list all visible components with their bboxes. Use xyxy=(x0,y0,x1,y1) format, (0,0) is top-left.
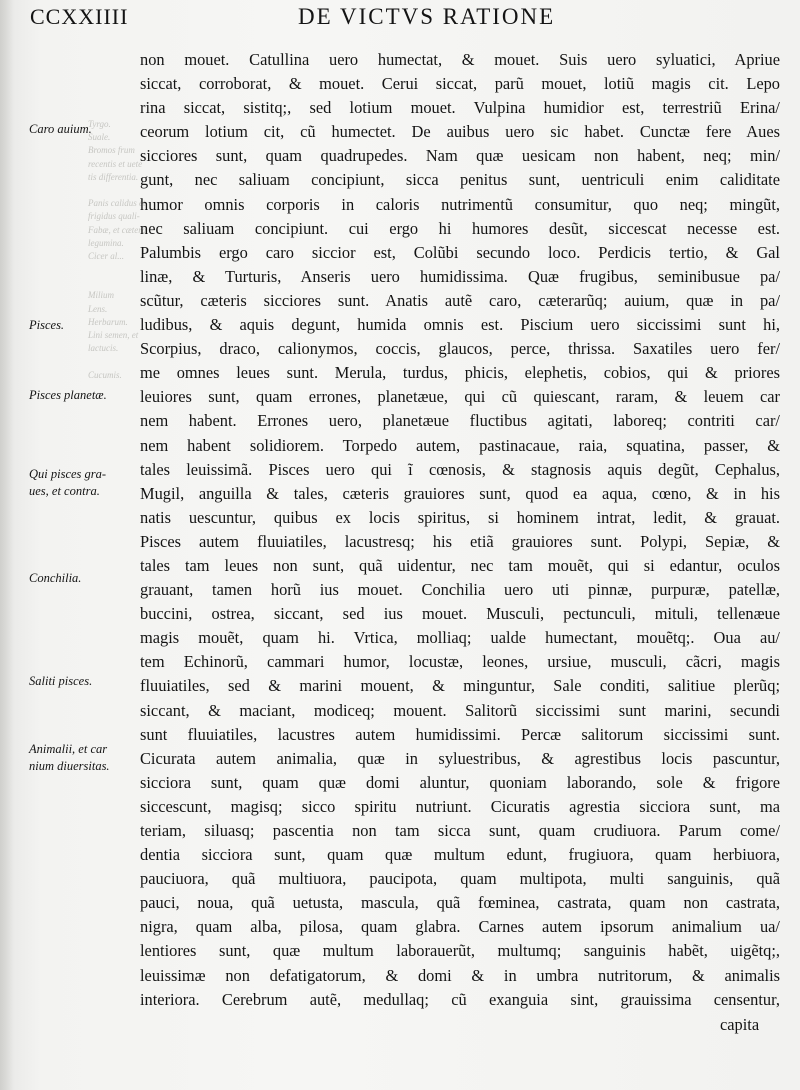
catchword: capita xyxy=(720,1015,760,1034)
running-title: DE VICTVS RATIONE xyxy=(298,4,556,29)
text-line: sicciora sunt, quam quæ domi aluntur, quoniam laborando, sole & frigore xyxy=(140,772,780,792)
marginal-note-pisces-planetae: Pisces planetæ. xyxy=(29,388,107,402)
text-line: pauciuora, quã multiuora, paucipota, quam multipota, multi sanguinis, quã xyxy=(140,869,780,889)
text-line: tales leuissimã. Pisces uero qui ĩ cœnosis, & stagnosis aquis degũt, Cephalus, xyxy=(140,459,780,479)
text-line: tales tam leues non sunt, quã uidentur, nec tam mouẽt, qui si edantur, oculos xyxy=(140,555,780,575)
text-line: Pisces autem fluuiatiles, lacustresq; his etiã grauiores sunt. Polypi, Sepiæ, & xyxy=(140,531,780,551)
marginalia xyxy=(0,0,136,1090)
text-line: pauci, noua, quã uetusta, mascula, quã fœminea, castrata, quam non castrata, xyxy=(140,893,780,913)
text-line: lentiores sunt, quæ multum laborauerũt, multumq; sanguinis habẽt, uigẽtq;, xyxy=(140,941,780,961)
text-line: grauant, tamen horũ ius mouet. Conchilia uero uti pinnæ, purpuræ, patellæ, xyxy=(140,580,780,600)
text-line: buccini, ostrea, siccant, sed ius mouet. Musculi, pectunculi, mituli, tellenæue xyxy=(140,604,780,624)
text-line: siccat, corroborat, & mouet. Cerui siccat, parũ mouet, lotiũ magis cit. Lepo xyxy=(140,74,780,94)
text-line: humor omnis corporis in caloris nutrimentũ consumitur, quo neq; mingũt, xyxy=(140,194,780,214)
text-line: rina siccat, sistitq;, sed lotium mouet. Vulpina humidior est, terrestriũ Erina/ xyxy=(140,98,780,118)
text-line: sicciores sunt, quam quadrupedes. Nam quæ uesicam non habent, neq; min/ xyxy=(140,146,780,166)
marginal-note-pisces: Pisces. xyxy=(29,318,65,332)
text-line: leuissimæ non defatigatorum, & domi & in umbra nutritorum, & animalis xyxy=(140,965,780,985)
marginal-note-qui-pisces: Qui pisces gra- ues, et contra. xyxy=(29,467,107,498)
text-line: ceorum lotium cit, cũ humectet. De auibus uero sic habet. Cunctæ fere Aues xyxy=(140,122,780,142)
marginal-note-conchilia: Conchilia. xyxy=(29,571,82,585)
text-line: me omnes leues sunt. Merula, turdus, phicis, elephetis, cobios, qui & priores xyxy=(140,363,780,383)
text-line: nem habent. Errones uero, planetæue fluctibus agitati, laboreq; contriti car/ xyxy=(140,411,780,431)
text-line: gunt, nec saliuam concipiunt, sicca penitus sunt, uentriculi enim caliditate xyxy=(140,170,780,190)
text-line: Palumbis ergo caro siccior est, Colũbi secundo loco. Perdicis tertio, & Gal xyxy=(140,242,780,262)
marginal-note-caro-auium: Caro auium. xyxy=(29,122,92,136)
marginal-note-saliti-pisces: Saliti pisces. xyxy=(29,674,93,688)
text-line: scũtur, cæteris sicciores sunt. Anatis autẽ caro, cæterarũq; auium, quæ in pa/ xyxy=(140,290,780,310)
show-through-text: Tyrgo. Suale. Bromos frum recentis et uete tis differentia. Panis calidus et frigidus quali- Fabæ, et cætera legumina. Cicer al... Milium Lens. Herbarum. Lini semen, et lactucis. Cucumis. xyxy=(88,119,147,380)
main-text-block xyxy=(140,48,780,1036)
text-line: ludibus, & aquis degunt, humida omnis est. Piscium uero siccissimi sunt hi, xyxy=(140,315,780,335)
text-line: non mouet. Catullina uero humectat, & mouet. Suis uero syluatici, Apriue xyxy=(140,50,780,69)
text-line: Scorpius, draco, calionymos, coccis, glaucos, perce, thrissa. Saxatiles uero fer/ xyxy=(140,339,780,359)
folio-number: CCXXIIII xyxy=(30,4,129,29)
text-line: fluuiatiles, sed & marini mouent, & minguntur, Sale conditi, salitiue plerũq; xyxy=(140,676,780,696)
text-line: Mugil, anguilla & tales, cæteris grauiores sunt, quod ea aqua, cœno, & in his xyxy=(140,483,780,503)
text-line: nec saliuam concipiunt. cui ergo hi humores desũt, siccescat necesse est. xyxy=(140,218,780,238)
text-line: nigra, quam alba, pilosa, quam glabra. Carnes autem ipsorum animalium ua/ xyxy=(140,917,780,937)
text-line: siccant, & maciant, modiceq; mouent. Salitorũ siccissimi sunt marini, secundi xyxy=(140,700,780,720)
text-line: tem Echinorũ, cammari humor, locustæ, leones, ursiue, musculi, cãcri, magis xyxy=(140,652,780,672)
marginal-note-animalium: Animalii, et car nium diuersitas. xyxy=(29,742,110,773)
text-line: Cicurata autem animalia, quæ in syluestribus, & agrestibus locis pascuntur, xyxy=(140,748,780,768)
text-line: nem habent solidiorem. Torpedo autem, pastinacaue, raia, squatina, passer, & xyxy=(140,435,780,455)
text-line: natis uescuntur, quibus ex locis spiritus, si hominem intrat, ledit, & grauat. xyxy=(140,507,780,527)
text-line xyxy=(140,1012,780,1036)
text-line: linæ, & Turturis, Anseris uero humidissima. Quæ frugibus, seminibusue pa/ xyxy=(140,266,780,286)
text-line: teriam, siluasq; pascentia non tam sicca sunt, quam crudiuora. Parum come/ xyxy=(140,821,780,840)
text-line: interiora. Cerebrum autẽ, medullaq; cũ exanguia sint, grauissima censentur, xyxy=(140,989,780,1009)
text-line: leuiores sunt, quam errones, planetæue, qui cũ quiescant, raram, & leuem car xyxy=(140,387,780,407)
text-line: sunt fluuiatiles, lacustres autem humidissimi. Percæ salitorum siccissimi sunt. xyxy=(140,724,780,744)
text-line: dentia sicciora sunt, quam quæ multum edunt, frugiuora, quam herbiuora, xyxy=(140,845,780,865)
text-line: magis mouẽt, quam hi. Vrtica, molliaq; ualde humectant, mouẽtq;. Oua au/ xyxy=(140,628,780,648)
text-line: siccescunt, magisq; sicco spiritu nutriunt. Cicuratis agrestia sicciora sunt, ma xyxy=(140,796,780,816)
